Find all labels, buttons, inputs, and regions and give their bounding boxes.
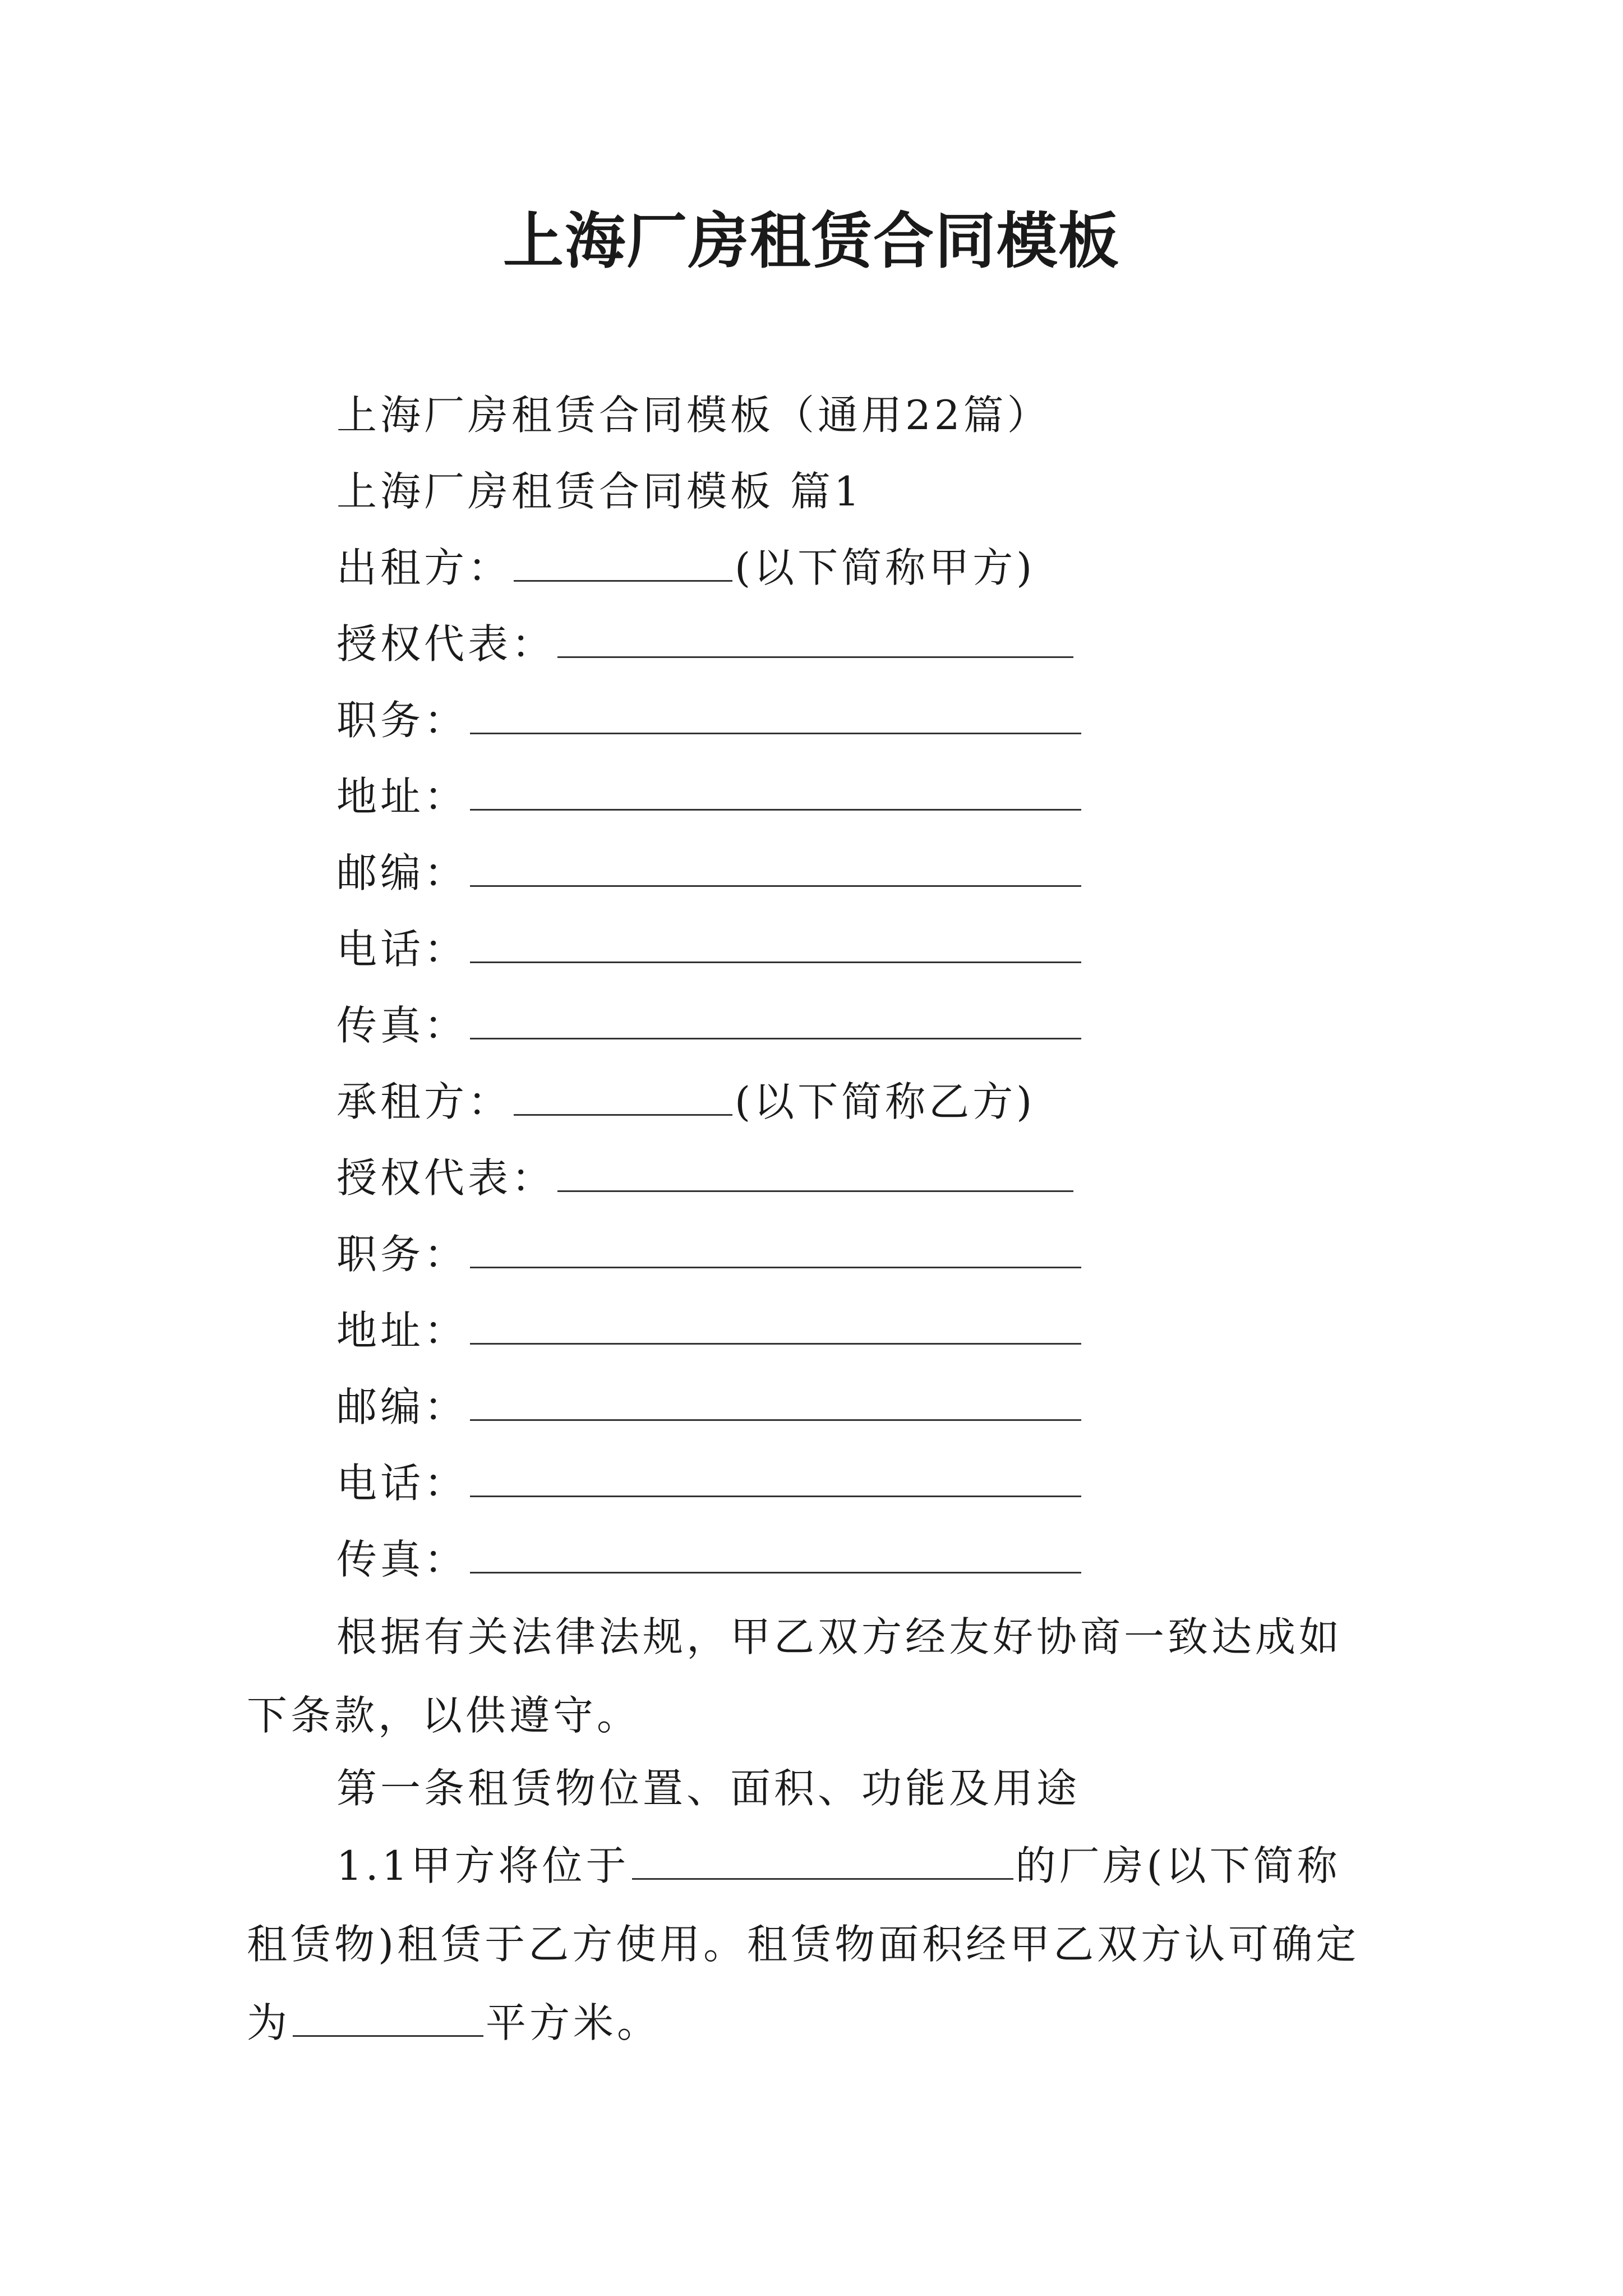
lessor-row <box>336 540 1035 596</box>
area-blank[interactable] <box>293 2000 483 2037</box>
lessor-suffix: (以下简称甲方) <box>735 544 1036 591</box>
lessee-suffix: (以下简称乙方) <box>735 1078 1036 1125</box>
lessor-blank[interactable] <box>514 545 732 582</box>
title-blank[interactable] <box>470 698 1081 734</box>
title-blank[interactable] <box>470 1232 1081 1268</box>
article1-heading: 第一条租赁物位置、面积、功能及用途 <box>336 1765 1081 1812</box>
fax-label: 传真： <box>336 1002 468 1049</box>
lessee-postcode-row <box>336 1379 1083 1435</box>
lessor-title-row <box>336 692 1083 748</box>
fax-blank[interactable] <box>470 1003 1081 1039</box>
lessee-address-row <box>336 1303 1083 1359</box>
rep-label: 授权代表： <box>336 620 556 668</box>
lessor-postcode-row <box>336 845 1083 901</box>
address-blank[interactable] <box>470 774 1081 811</box>
clause-1-1-mid: 的厂房(以下简称租赁物)租赁于乙方使用。租赁物面积经甲乙双方认可确定为 <box>247 1842 1360 2046</box>
title-label: 职务： <box>336 1231 468 1278</box>
lessor-fax-row <box>336 997 1083 1053</box>
lessor-phone-row <box>336 921 1083 977</box>
rep-label: 授权代表： <box>336 1154 556 1202</box>
rep-blank[interactable] <box>557 622 1073 658</box>
location-blank[interactable] <box>632 1843 1013 1880</box>
clause-1-1 <box>247 1826 1380 2062</box>
postcode-label: 邮编： <box>336 1383 468 1430</box>
lessee-fax-row <box>336 1531 1083 1588</box>
lessor-label: 出租方： <box>336 544 512 591</box>
phone-label: 电话： <box>336 926 468 973</box>
intro-text: 根据有关法律法规，甲乙双方经友好协商一致达成如下条款，以供遵守。 <box>247 1613 1343 1739</box>
address-label: 地址： <box>336 1307 468 1354</box>
intro-paragraph <box>247 1598 1380 1755</box>
address-label: 地址： <box>336 773 468 820</box>
phone-blank[interactable] <box>470 927 1081 963</box>
document-title: 上海厂房租赁合同模板 <box>502 206 1120 277</box>
lessee-label: 承租方： <box>336 1078 512 1125</box>
title-label: 职务： <box>336 697 468 744</box>
clause-1-1-prefix: 1.1甲方将位于 <box>336 1842 630 1889</box>
address-blank[interactable] <box>470 1308 1081 1345</box>
fax-blank[interactable] <box>470 1537 1081 1573</box>
lessee-rep-row <box>336 1150 1076 1206</box>
lessee-blank[interactable] <box>514 1079 732 1116</box>
phone-label: 电话： <box>336 1460 468 1507</box>
lessee-phone-row <box>336 1455 1083 1511</box>
lessor-rep-row <box>336 616 1076 672</box>
rep-blank[interactable] <box>557 1156 1073 1192</box>
section-heading: 上海厂房租赁合同模板 篇1 <box>336 468 863 515</box>
postcode-label: 邮编： <box>336 849 468 896</box>
postcode-blank[interactable] <box>470 850 1081 887</box>
fax-label: 传真： <box>336 1536 468 1583</box>
lessor-address-row <box>336 769 1083 825</box>
postcode-blank[interactable] <box>470 1384 1081 1421</box>
lessee-row <box>336 1074 1035 1130</box>
document-subtitle: 上海厂房租赁合同模板（通用22篇） <box>336 392 1051 439</box>
phone-blank[interactable] <box>470 1461 1081 1497</box>
clause-1-1-suffix: 平方米。 <box>486 1999 661 2046</box>
lessee-title-row <box>336 1226 1083 1282</box>
